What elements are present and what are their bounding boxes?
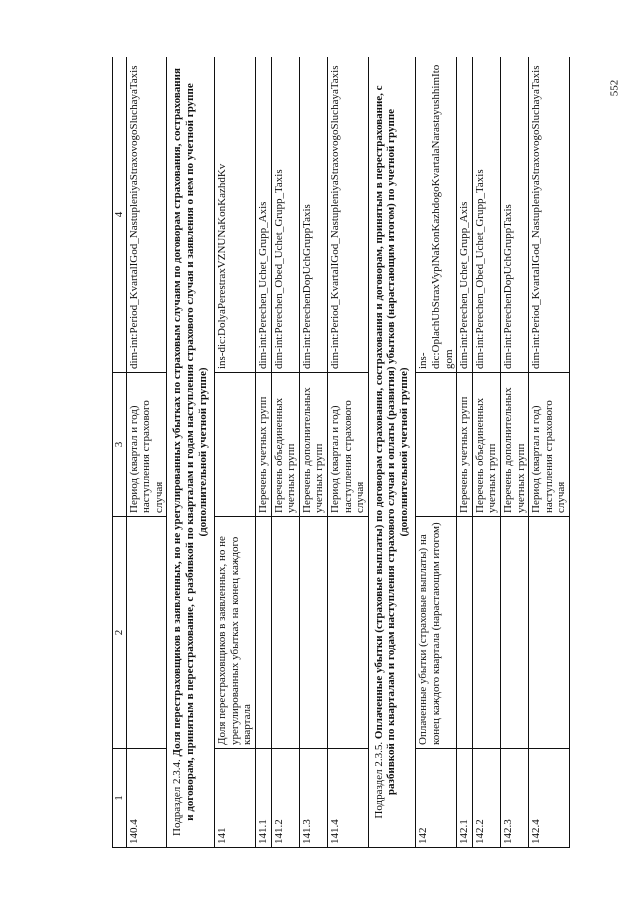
row-dimension	[215, 373, 256, 517]
row-name	[501, 517, 529, 749]
table-frame	[112, 57, 608, 848]
table-row	[327, 57, 368, 848]
section-title: Оплаченные убытки (страховые выплаты) по договорам страхования, сострахования и договорам, принятым в перестрахование, с разбивкой по кварталам и годам наступления страхового случая и оплаты (развития) убытков (нарастающим итогом) по учетной группе (дополнительной учетной группе)	[372, 85, 410, 796]
header-cell: 2	[113, 517, 127, 749]
row-dimension: Перечень объединенных учетных групп	[271, 373, 299, 517]
section-heading	[167, 57, 215, 848]
section-row	[368, 57, 416, 848]
section-title: Доля перестраховщиков в заявленных, но не урегулированных убытках по страховым случаям по договорам страхования, сострахования и договорам, принятым в перестрахование, с разбивкой по кварталам и годам наступления страхового случая и заявления о нем по учетной группе (дополнительной учетной группе)	[171, 68, 209, 821]
row-number: 141.4	[327, 749, 368, 848]
row-dimension: Период (квартал и год) наступления страхового случая	[529, 373, 570, 517]
row-name: Доля перестраховщиков в заявленных, но не урегулированных убытках на конец каждого квартала	[215, 517, 256, 749]
row-code: dim-int:Perechen_Obed_Uchet_Grupp_Taxis	[472, 57, 500, 373]
row-number: 142.4	[529, 749, 570, 848]
row-number: 141.2	[271, 749, 299, 848]
page-number-text: 552	[608, 79, 620, 97]
table-row	[126, 57, 167, 848]
row-dimension: Перечень учетных групп	[255, 373, 271, 517]
rotated-table-container	[112, 57, 608, 848]
row-name	[327, 517, 368, 749]
row-dimension: Перечень объединенных учетных групп	[472, 373, 500, 517]
row-code: ins-dic:DolyaPerestraxVZNUNaKonKazhdKv	[215, 57, 256, 373]
table-row	[255, 57, 271, 848]
header-cell: 3	[113, 373, 127, 517]
table-row	[472, 57, 500, 848]
row-code: dim-int:PerechenDopUchGruppTaxis	[501, 57, 529, 373]
row-code: dim-int:Period_KvartalIGod_NastupleniyaStraxovogoSluchayaTaxis	[529, 57, 570, 373]
header-row	[113, 57, 127, 848]
row-number: 142.2	[472, 749, 500, 848]
row-number: 142.1	[457, 749, 473, 848]
header-cell: 4	[113, 57, 127, 373]
row-number: 142.3	[501, 749, 529, 848]
table-body	[113, 57, 570, 848]
row-code: dim-int:Period_KvartalIGod_NastupleniyaStraxovogoSluchayaTaxis	[126, 57, 167, 373]
table-row	[501, 57, 529, 848]
row-code: dim-int:Period_KvartalIGod_NastupleniyaStraxovogoSluchayaTaxis	[327, 57, 368, 373]
row-code: dim-int:Perechen_Obed_Uchet_Grupp_Taxis	[271, 57, 299, 373]
row-dimension: Период (квартал и год) наступления страхового случая	[327, 373, 368, 517]
row-dimension: Период (квартал и год) наступления страхового случая	[126, 373, 167, 517]
section-prefix: Подраздел 2.3.5.	[372, 739, 385, 819]
row-number: 141.3	[299, 749, 327, 848]
row-code: dim-int:Perechen_Uchet_Grupp_Axis	[457, 57, 473, 373]
table-row	[271, 57, 299, 848]
table-row	[416, 57, 457, 848]
section-row	[167, 57, 215, 848]
row-dimension: Перечень учетных групп	[457, 373, 473, 517]
row-code: dim-int:PerechenDopUchGruppTaxis	[299, 57, 327, 373]
section-heading	[368, 57, 416, 848]
row-number: 141.1	[255, 749, 271, 848]
table-row	[299, 57, 327, 848]
section-prefix: Подраздел 2.3.4.	[171, 756, 184, 836]
table-row	[457, 57, 473, 848]
row-code: dim-int:Perechen_Uchet_Grupp_Axis	[255, 57, 271, 373]
table-row	[215, 57, 256, 848]
header-cell: 1	[113, 749, 127, 848]
row-name	[271, 517, 299, 749]
row-number: 141	[215, 749, 256, 848]
row-name	[299, 517, 327, 749]
row-dimension: Перечень дополнительных учетных групп	[299, 373, 327, 517]
row-name	[529, 517, 570, 749]
taxonomy-table	[112, 57, 570, 848]
row-name	[457, 517, 473, 749]
row-name	[472, 517, 500, 749]
row-number: 142	[416, 749, 457, 848]
row-name: Оплаченные убытки (страховые выплаты) на конец каждого квартала (нарастающим итогом)	[416, 517, 457, 749]
row-dimension: Перечень дополнительных учетных групп	[501, 373, 529, 517]
row-code: ins-dic:OplachUbStraxVyplNaKonKazhdogoKvartalaNarastayushhimItogom	[416, 57, 457, 373]
row-name	[255, 517, 271, 749]
table-row	[529, 57, 570, 848]
row-number: 140.4	[126, 749, 167, 848]
row-name	[126, 517, 167, 749]
row-dimension	[416, 373, 457, 517]
